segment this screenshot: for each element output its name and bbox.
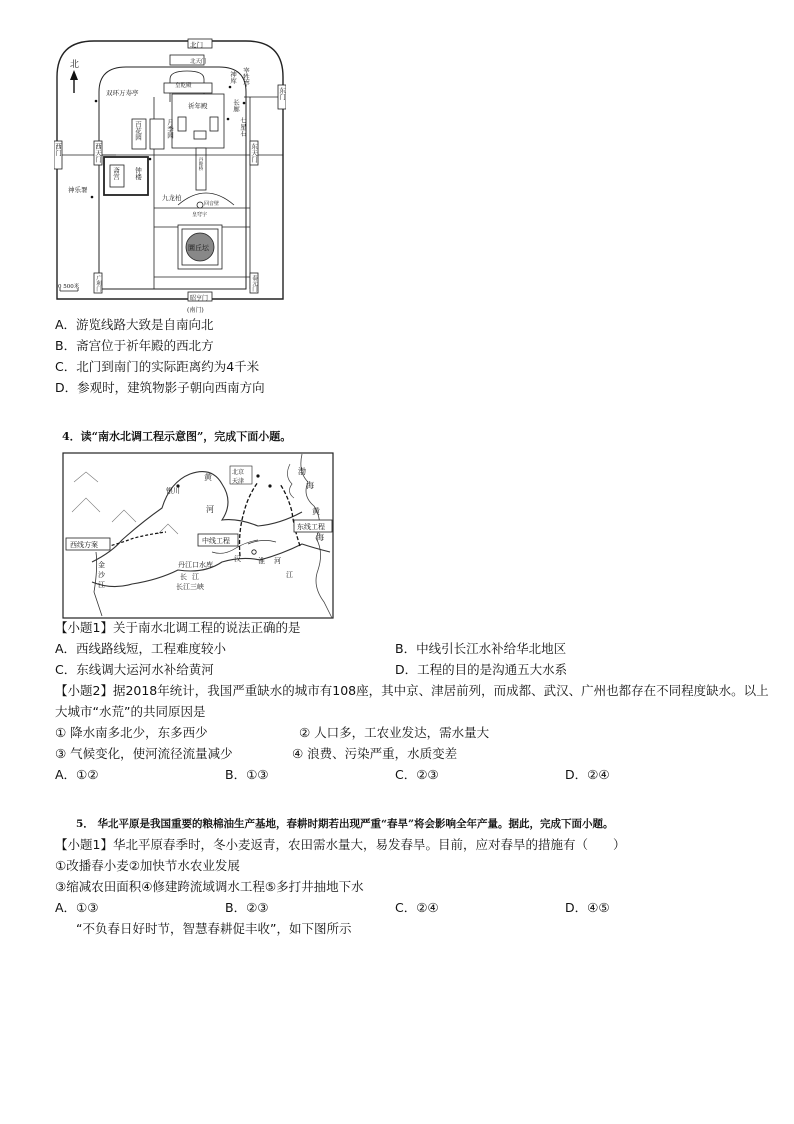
temple-of-heaven-map bbox=[54, 37, 286, 317]
changlang-label: 长廊 bbox=[232, 99, 240, 112]
zhongxian-label: 中线工程 bbox=[202, 537, 230, 545]
q4-sub1-option-a: A．西线路线短，工程难度较小 bbox=[55, 641, 227, 656]
huaihe-label-2: 河 bbox=[274, 557, 281, 565]
jiulongbai-label: 九龙柏 bbox=[162, 194, 182, 202]
q4-sub2-label: 【小题2】 bbox=[55, 683, 113, 698]
zaishengting-label: 宰牲亭 bbox=[242, 67, 250, 87]
xixian-label: 西线方案 bbox=[70, 541, 98, 549]
q4-sub1-label: 【小题1】 bbox=[55, 620, 113, 635]
q4-sub2-option-c: C．②③ bbox=[395, 767, 439, 782]
yuanqiutan-label: 圜丘坛 bbox=[188, 244, 209, 252]
q4-sub2-option-a: A．①② bbox=[55, 767, 99, 782]
q4-sub2-option-d: D．②④ bbox=[565, 767, 610, 782]
q3-option-b: B．斋宫位于祈年殿的西北方 bbox=[55, 338, 214, 353]
q4-sub1-option-b: B．中线引长江水补给华北地区 bbox=[395, 641, 567, 656]
beitianmen-label: 北天门 bbox=[190, 59, 207, 65]
yinchuan-label: 银川 bbox=[166, 487, 180, 495]
changjiang-label-1: 长 bbox=[180, 573, 187, 581]
west-gate-label: 西门 bbox=[54, 143, 62, 156]
scale-label: 0 500米 bbox=[58, 284, 80, 290]
q4-sub2-text-line2: 大城市“水荒”的共同原因是 bbox=[55, 704, 206, 719]
south-north-water-map bbox=[62, 452, 334, 619]
huiyinbi-label: 回音壁 bbox=[204, 201, 220, 207]
q4-sub2-item-3: ③ 气候变化，使河流径流量减少 bbox=[55, 746, 233, 761]
q5-sub1-option-b: B．②③ bbox=[225, 900, 269, 915]
q5-sub1-text: 华北平原春季时，冬小麦返青，农田需水量大，易发春旱。目前，应对春旱的措施有（ ） bbox=[112, 837, 626, 852]
huaihe-label-1: 淮 bbox=[258, 557, 265, 565]
east-tianmen-label: 东天门 bbox=[250, 143, 258, 163]
q5-sub1-label: 【小题1】 bbox=[55, 837, 113, 852]
q5-sub1-line2: ①改播春小麦②加快节水农业发展 bbox=[55, 858, 240, 873]
qiniandian-label: 祈年殿 bbox=[188, 102, 208, 110]
yellow-sea-label-1: 黄 bbox=[312, 507, 320, 516]
water-map-svg bbox=[62, 452, 334, 619]
q5-sub1-option-a: A．①③ bbox=[55, 900, 99, 915]
north-label: 北 bbox=[70, 60, 80, 70]
bohai-label-1: 渤 bbox=[298, 467, 306, 476]
q3-option-c: C．北门到南门的实际距离约为4千米 bbox=[55, 359, 260, 374]
huanghe-label-2: 河 bbox=[206, 505, 214, 514]
shenku-label: 神库 bbox=[229, 71, 237, 84]
q4-sub2 bbox=[55, 683, 769, 699]
q4-stem: 4．读“南水北调工程示意图”，完成下面小题。 bbox=[62, 430, 292, 443]
jiang3-label: 江 bbox=[286, 571, 293, 579]
north-gate-label: 北门 bbox=[190, 41, 203, 49]
q3-option-d: D．参观时，建筑物影子朝向西南方向 bbox=[55, 380, 265, 395]
danbiqiao-label: 丹陛桥 bbox=[198, 157, 203, 171]
q5-sub1-option-c: C．②④ bbox=[395, 900, 439, 915]
shuanghuan-label: 双环万寿亭 bbox=[106, 89, 139, 97]
beijing-label: 北京 bbox=[232, 469, 245, 476]
q4-sub2-item-4: ④ 浪费、污染严重，水质变差 bbox=[292, 746, 458, 761]
q4-sub2-item-1: ① 降水南多北少，东多西少 bbox=[55, 725, 208, 740]
q4-sub1-option-c: C．东线调大运河水补给黄河 bbox=[55, 662, 214, 677]
q5-stem: 5． 华北平原是我国重要的粮棉油生产基地，春耕时期若出现严重“春旱”将会影响全年产量。据此，完成下面小题。 bbox=[76, 818, 614, 830]
q4-sub2-item-2: ② 人口多，工农业发达，需水量大 bbox=[299, 725, 490, 740]
jinsha-label-2: 沙 bbox=[98, 571, 105, 579]
jinsha-label-1: 金 bbox=[98, 561, 105, 569]
yuejiyuan-label: 月季园 bbox=[166, 119, 174, 139]
east-gate-label: 东门 bbox=[278, 87, 286, 100]
huangqiandian-label: 皇乾殿 bbox=[175, 83, 192, 89]
q4-sub1-text: 关于南水北调工程的说法正确的是 bbox=[112, 620, 301, 635]
q3-option-a: A．游览线路大致是自南向北 bbox=[55, 317, 214, 332]
tianjin-label: 天津 bbox=[232, 478, 245, 485]
q5-sub1-line3: ③缩减农田面积④修建跨流域调水工程⑤多打井抽地下水 bbox=[55, 879, 364, 894]
yellow-sea-label-2: 海 bbox=[316, 533, 324, 542]
q4-sub1-option-d: D．工程的目的是沟通五大水系 bbox=[395, 662, 568, 677]
west-tianmen-label: 西天门 bbox=[94, 143, 102, 163]
dongxian-label: 东线工程 bbox=[297, 523, 325, 531]
q5-quote: “不负春日好时节，智慧春耕促丰收”，如下图所示 bbox=[76, 921, 352, 936]
q5-sub1-option-d: D．④⑤ bbox=[565, 900, 610, 915]
huangqiongyu-label: 皇穹宇 bbox=[192, 212, 208, 218]
south-gate-sub-label: (南门) bbox=[187, 307, 204, 314]
bohai-label-2: 海 bbox=[306, 481, 314, 490]
east-inner-gate-label: 泰元门 bbox=[251, 275, 257, 292]
qixingshi-label: 七星石 bbox=[239, 117, 247, 137]
q4-sub1 bbox=[55, 620, 300, 636]
changjiang-label-2: 江 bbox=[192, 573, 199, 581]
baihuayuan-label: 百花园 bbox=[134, 121, 142, 141]
south-gate-label: 昭亨门 bbox=[190, 295, 209, 302]
shenyueshu-label: 神乐署 bbox=[68, 186, 88, 194]
zhaigong-label: 斋宫 bbox=[112, 167, 120, 180]
huanghe-label-1: 黄 bbox=[204, 473, 212, 482]
q5-sub1 bbox=[55, 837, 625, 853]
jinsha-label-3: 江 bbox=[98, 581, 105, 589]
hanjiang-label: 汉 bbox=[234, 555, 241, 563]
zhonglou-label: 钟楼 bbox=[134, 167, 142, 180]
west-inner-gate-label: 广利门 bbox=[95, 275, 101, 292]
danjiangkou-label: 丹江口水库 bbox=[178, 561, 213, 569]
sanxia-label: 长江三峡 bbox=[176, 583, 204, 591]
q4-sub2-option-b: B．①③ bbox=[225, 767, 269, 782]
q4-sub2-text: 据2018年统计，我国严重缺水的城市有108座，其中京、津居前列，而成都、武汉、广州也都存在不同程度缺水。以上 bbox=[112, 683, 769, 698]
